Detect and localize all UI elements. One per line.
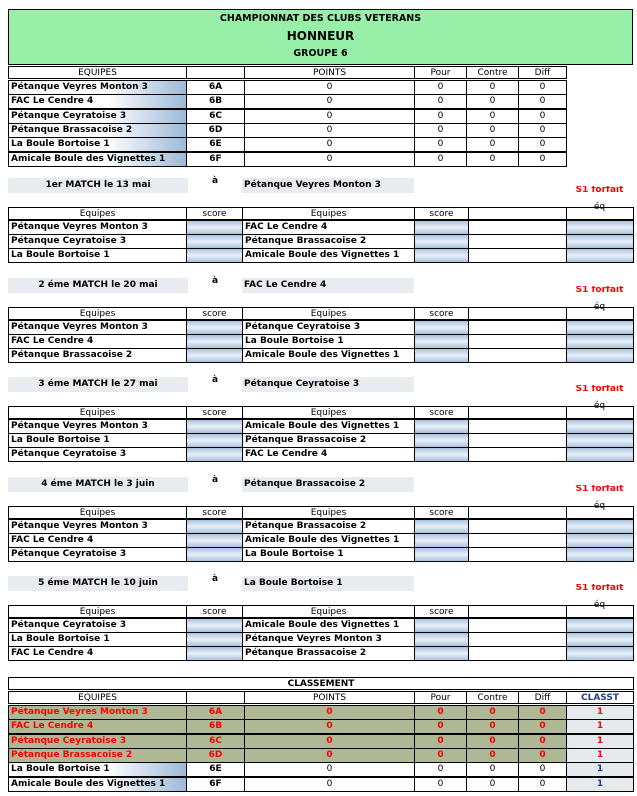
team-name: Amicale Boule des Vignettes 1: [8, 152, 187, 167]
forfait-input[interactable]: [566, 334, 634, 349]
col-equipes: Equipes: [242, 406, 415, 419]
match-title: 5 éme MATCH le 10 juin: [8, 576, 188, 591]
championship-title: CHAMPIONNAT DES CLUBS VETERANS: [219, 13, 422, 24]
forfait-label: [566, 584, 633, 598]
away-team: Amicale Boule des Vignettes 1: [242, 419, 415, 434]
team-contre: 0: [466, 152, 519, 167]
team-points: 0: [244, 94, 415, 109]
team-pour: 0: [414, 152, 467, 167]
team-points: 0: [244, 137, 415, 152]
match-title: 2 éme MATCH le 20 mai: [8, 278, 188, 293]
team-name: Pétanque Veyres Monton 3: [8, 80, 187, 95]
home-score-input[interactable]: [186, 220, 243, 235]
eq-label: éq: [593, 401, 606, 411]
classement-rank: 1: [566, 734, 634, 749]
col-score: score: [414, 506, 469, 519]
classement-team: Amicale Boule des Vignettes 1: [8, 777, 187, 792]
team-diff: 0: [518, 94, 567, 109]
forfait-input[interactable]: [566, 220, 634, 235]
away-score-input[interactable]: [414, 646, 469, 661]
eq-label: éq: [593, 600, 606, 610]
home-score-input[interactable]: [186, 533, 243, 548]
home-team: Pétanque Veyres Monton 3: [8, 220, 187, 235]
home-team: Pétanque Veyres Monton 3: [8, 320, 187, 335]
team-contre: 0: [466, 94, 519, 109]
classement-pour: 0: [414, 705, 467, 720]
away-score-input[interactable]: [414, 248, 469, 263]
home-team: Pétanque Brassacoise 2: [8, 348, 187, 363]
team-contre: 0: [466, 137, 519, 152]
col-classt: CLASST: [566, 691, 634, 704]
classement-contre: 0: [466, 762, 519, 777]
col-equipes: Equipes: [242, 307, 415, 320]
spacer-cell: [468, 320, 567, 335]
team-code: 6E: [186, 137, 245, 152]
away-team: Pétanque Veyres Monton 3: [242, 632, 415, 647]
spacer-cell: [468, 220, 567, 235]
spacer-cell: [468, 307, 567, 320]
away-score-input[interactable]: [414, 419, 469, 434]
home-team: FAC Le Cendre 4: [8, 646, 187, 661]
col-equipes: Equipes: [8, 207, 187, 220]
home-score-input[interactable]: [186, 519, 243, 534]
spacer-cell: [468, 234, 567, 249]
team-diff: 0: [518, 109, 567, 124]
away-team: FAC Le Cendre 4: [242, 447, 415, 462]
away-team: Pétanque Brassacoise 2: [242, 234, 415, 249]
forfait-input[interactable]: [566, 632, 634, 647]
forfait-input[interactable]: [566, 646, 634, 661]
col-contre: Contre: [466, 66, 519, 79]
forfait-label: [566, 286, 633, 300]
col-score: score: [414, 406, 469, 419]
team-diff: 0: [518, 152, 567, 167]
away-team: Pétanque Brassacoise 2: [242, 519, 415, 534]
col-equipes: EQUIPES: [8, 66, 187, 79]
match-at: à: [211, 176, 219, 186]
home-score-input[interactable]: [186, 618, 243, 633]
away-team: Pétanque Brassacoise 2: [242, 646, 415, 661]
classement-points: 0: [244, 762, 415, 777]
classement-team: Pétanque Veyres Monton 3: [8, 705, 187, 720]
team-pour: 0: [414, 94, 467, 109]
classement-contre: 0: [466, 748, 519, 763]
home-team: FAC Le Cendre 4: [8, 334, 187, 349]
home-score-input[interactable]: [186, 248, 243, 263]
team-contre: 0: [466, 123, 519, 138]
home-score-input[interactable]: [186, 234, 243, 249]
match-host: Pétanque Brassacoise 2: [242, 477, 414, 492]
away-team: Amicale Boule des Vignettes 1: [242, 248, 415, 263]
team-contre: 0: [466, 80, 519, 95]
team-diff: 0: [518, 137, 567, 152]
team-points: 0: [244, 152, 415, 167]
home-score-input[interactable]: [186, 433, 243, 448]
home-score-input[interactable]: [186, 547, 243, 562]
col-diff: Diff: [518, 691, 567, 704]
team-pour: 0: [414, 109, 467, 124]
away-team: Pétanque Ceyratoise 3: [242, 320, 415, 335]
match-at: à: [211, 475, 219, 485]
forfait-text: S1 forfait: [575, 385, 624, 394]
match-title: 1er MATCH le 13 mai: [8, 178, 188, 193]
home-team: Pétanque Ceyratoise 3: [8, 547, 187, 562]
forfait-input[interactable]: [566, 320, 634, 335]
team-name: FAC Le Cendre 4: [8, 94, 187, 109]
team-points: 0: [244, 109, 415, 124]
division-title: HONNEUR: [286, 29, 355, 43]
classement-contre: 0: [466, 705, 519, 720]
col-score: score: [186, 605, 243, 618]
spacer-cell: [468, 406, 567, 419]
home-team: Pétanque Veyres Monton 3: [8, 419, 187, 434]
classement-contre: 0: [466, 777, 519, 792]
classement-code: 6A: [186, 705, 245, 720]
forfait-label: [566, 186, 633, 200]
spacer-cell: [468, 334, 567, 349]
classement-code: 6B: [186, 719, 245, 734]
home-score-input[interactable]: [186, 447, 243, 462]
home-team: Pétanque Ceyratoise 3: [8, 234, 187, 249]
col-points: POINTS: [244, 691, 415, 704]
col-equipes: Equipes: [8, 506, 187, 519]
home-team: La Boule Bortoise 1: [8, 433, 187, 448]
home-team: Pétanque Ceyratoise 3: [8, 618, 187, 633]
spacer-cell: [468, 632, 567, 647]
home-score-input[interactable]: [186, 320, 243, 335]
col-score: score: [186, 207, 243, 220]
home-score-input[interactable]: [186, 348, 243, 363]
col-score: score: [414, 605, 469, 618]
team-code: 6C: [186, 109, 245, 124]
classement-points: 0: [244, 748, 415, 763]
classement-diff: 0: [518, 719, 567, 734]
col-contre: Contre: [466, 691, 519, 704]
forfait-input[interactable]: [566, 519, 634, 534]
classement-contre: 0: [466, 719, 519, 734]
forfait-input[interactable]: [566, 547, 634, 562]
spacer-cell: [468, 605, 567, 618]
classement-pour: 0: [414, 762, 467, 777]
away-team: Amicale Boule des Vignettes 1: [242, 348, 415, 363]
classement-diff: 0: [518, 705, 567, 720]
away-score-input[interactable]: [414, 234, 469, 249]
spacer-cell: [468, 207, 567, 220]
col-equipes: Equipes: [8, 605, 187, 618]
forfait-label: [566, 485, 633, 499]
spacer-cell: [468, 348, 567, 363]
classement-points: 0: [244, 719, 415, 734]
classement-diff: 0: [518, 777, 567, 792]
col-score: score: [414, 207, 469, 220]
spacer-cell: [468, 506, 567, 519]
team-name: Pétanque Brassacoise 2: [8, 123, 187, 138]
forfait-text: S1 forfait: [575, 186, 624, 195]
col-equipes: EQUIPES: [8, 691, 187, 704]
spacer-cell: [468, 519, 567, 534]
team-contre: 0: [466, 109, 519, 124]
spacer-cell: [468, 419, 567, 434]
away-score-input[interactable]: [414, 519, 469, 534]
home-team: La Boule Bortoise 1: [8, 248, 187, 263]
col-code: [186, 691, 245, 704]
col-equipes: Equipes: [8, 406, 187, 419]
spacer-cell: [468, 618, 567, 633]
away-team: La Boule Bortoise 1: [242, 334, 415, 349]
classement-code: 6E: [186, 762, 245, 777]
home-team: La Boule Bortoise 1: [8, 632, 187, 647]
away-score-input[interactable]: [414, 433, 469, 448]
forfait-text: S1 forfait: [575, 584, 624, 593]
match-at: à: [211, 276, 219, 286]
team-pour: 0: [414, 137, 467, 152]
classement-diff: 0: [518, 748, 567, 763]
col-score: score: [414, 307, 469, 320]
col-equipes: Equipes: [242, 506, 415, 519]
classement-team: La Boule Bortoise 1: [8, 762, 187, 777]
match-at: à: [211, 574, 219, 584]
match-title: 4 éme MATCH le 3 juin: [8, 477, 188, 492]
col-points: POINTS: [244, 66, 415, 79]
home-score-input[interactable]: [186, 646, 243, 661]
classement-pour: 0: [414, 719, 467, 734]
away-team: La Boule Bortoise 1: [242, 547, 415, 562]
classement-rank: 1: [566, 777, 634, 792]
eq-label: éq: [593, 202, 606, 212]
team-code: 6A: [186, 80, 245, 95]
team-pour: 0: [414, 123, 467, 138]
home-score-input[interactable]: [186, 334, 243, 349]
home-team: Pétanque Veyres Monton 3: [8, 519, 187, 534]
classement-contre: 0: [466, 734, 519, 749]
spacer-cell: [468, 646, 567, 661]
classement-rank: 1: [566, 705, 634, 720]
forfait-text: S1 forfait: [575, 286, 624, 295]
spacer-cell: [468, 533, 567, 548]
away-score-input[interactable]: [414, 320, 469, 335]
forfait-input[interactable]: [566, 618, 634, 633]
team-points: 0: [244, 123, 415, 138]
away-score-input[interactable]: [414, 334, 469, 349]
home-team: FAC Le Cendre 4: [8, 533, 187, 548]
col-pour: Pour: [414, 691, 467, 704]
team-diff: 0: [518, 123, 567, 138]
home-score-input[interactable]: [186, 419, 243, 434]
col-pour: Pour: [414, 66, 467, 79]
forfait-input[interactable]: [566, 433, 634, 448]
away-team: Pétanque Brassacoise 2: [242, 433, 415, 448]
team-code: 6D: [186, 123, 245, 138]
match-host: La Boule Bortoise 1: [242, 576, 414, 591]
classement-rank: 1: [566, 762, 634, 777]
col-diff: Diff: [518, 66, 567, 79]
forfait-text: S1 forfait: [575, 485, 624, 494]
classement-code: 6C: [186, 734, 245, 749]
home-score-input[interactable]: [186, 632, 243, 647]
classement-pour: 0: [414, 777, 467, 792]
classement-diff: 0: [518, 734, 567, 749]
away-team: Amicale Boule des Vignettes 1: [242, 533, 415, 548]
col-code: [186, 66, 245, 79]
classement-code: 6D: [186, 748, 245, 763]
spacer-cell: [468, 433, 567, 448]
classement-team: Pétanque Ceyratoise 3: [8, 734, 187, 749]
forfait-input[interactable]: [566, 234, 634, 249]
col-score: score: [186, 406, 243, 419]
match-title: 3 éme MATCH le 27 mai: [8, 377, 188, 392]
spacer-cell: [468, 248, 567, 263]
away-team: FAC Le Cendre 4: [242, 220, 415, 235]
col-equipes: Equipes: [242, 605, 415, 618]
team-name: Pétanque Ceyratoise 3: [8, 109, 187, 124]
away-score-input[interactable]: [414, 618, 469, 633]
forfait-input[interactable]: [566, 447, 634, 462]
classement-team: Pétanque Brassacoise 2: [8, 748, 187, 763]
col-score: score: [186, 307, 243, 320]
classement-points: 0: [244, 777, 415, 792]
match-host: FAC Le Cendre 4: [242, 278, 414, 293]
match-host: Pétanque Ceyratoise 3: [242, 377, 414, 392]
col-equipes: Equipes: [242, 207, 415, 220]
group-title: GROUPE 6: [293, 48, 348, 59]
forfait-input[interactable]: [566, 533, 634, 548]
away-score-input[interactable]: [414, 632, 469, 647]
team-points: 0: [244, 80, 415, 95]
classement-points: 0: [244, 734, 415, 749]
classement-pour: 0: [414, 734, 467, 749]
match-at: à: [211, 375, 219, 385]
spacer-cell: [468, 447, 567, 462]
classement-diff: 0: [518, 762, 567, 777]
classement-team: FAC Le Cendre 4: [8, 719, 187, 734]
spacer-cell: [468, 547, 567, 562]
away-team: Amicale Boule des Vignettes 1: [242, 618, 415, 633]
forfait-label: [566, 385, 633, 399]
classement-points: 0: [244, 705, 415, 720]
team-code: 6B: [186, 94, 245, 109]
forfait-input[interactable]: [566, 248, 634, 263]
eq-label: éq: [593, 501, 606, 511]
home-team: Pétanque Ceyratoise 3: [8, 447, 187, 462]
forfait-input[interactable]: [566, 348, 634, 363]
col-score: score: [186, 506, 243, 519]
team-name: La Boule Bortoise 1: [8, 137, 187, 152]
team-code: 6F: [186, 152, 245, 167]
away-score-input[interactable]: [414, 547, 469, 562]
team-diff: 0: [518, 80, 567, 95]
eq-label: éq: [593, 302, 606, 312]
classement-code: 6F: [186, 777, 245, 792]
match-host: Pétanque Veyres Monton 3: [242, 178, 414, 193]
col-equipes: Equipes: [8, 307, 187, 320]
classement-rank: 1: [566, 719, 634, 734]
classement-rank: 1: [566, 748, 634, 763]
classement-title: CLASSEMENT: [8, 677, 634, 690]
away-score-input[interactable]: [414, 447, 469, 462]
forfait-input[interactable]: [566, 419, 634, 434]
team-pour: 0: [414, 80, 467, 95]
away-score-input[interactable]: [414, 348, 469, 363]
away-score-input[interactable]: [414, 533, 469, 548]
classement-pour: 0: [414, 748, 467, 763]
away-score-input[interactable]: [414, 220, 469, 235]
